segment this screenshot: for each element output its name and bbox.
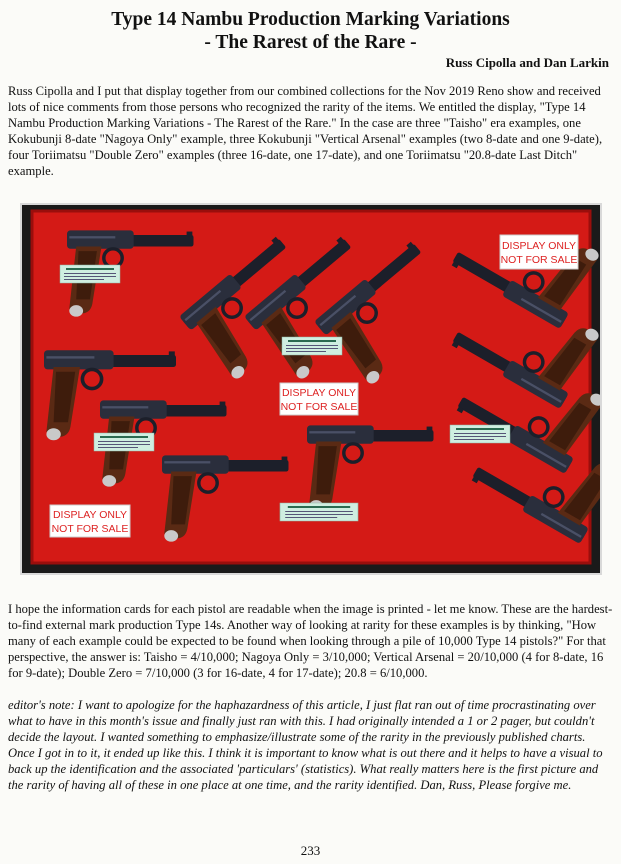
body-paragraph: I hope the information cards for each pistol are readable when the image is printed - let me know. These are the hardest-to-find external mark production Type 14s. Another way of looking at rarity for these examples is by thinking, "How many of each example could be expected to be found when looking through a pile of 10,000 Type 14 pistols?" For that perspective, the answer is: Taisho = 4/10,000; Nagoya Only = 3/10,000; Vertical Arsenal = 20/10,000 (4 for 8-date, 16 for 9-date); Double Zero = 7/10,000 (3 for 16-date, 4 for 17-date); 20.8 = 6/10,000. — [8, 602, 613, 680]
info-card — [60, 265, 120, 283]
sign-line-1: DISPLAY ONLY — [52, 509, 128, 521]
info-card — [282, 337, 342, 355]
article-authors: Russ Cipolla and Dan Larkin — [445, 55, 609, 70]
sign-line-1: DISPLAY ONLY — [281, 387, 357, 399]
info-card — [94, 433, 154, 451]
info-card — [450, 425, 510, 443]
display-only-sign-3 — [50, 505, 130, 537]
sign-line-2: NOT FOR SALE — [280, 401, 358, 413]
sign-line-1: DISPLAY ONLY — [501, 240, 577, 252]
info-card — [280, 503, 358, 521]
title-line-2: - The Rarest of the Rare - — [204, 32, 417, 53]
intro-paragraph: Russ Cipolla and I put that display together from our combined collections for the Nov 2019 Reno show and received lots of nice comments from those persons who recognized the rarity of the items. We entitled the display, "Type 14 Nambu Production Marking Variations - The Rarest of the Rare." In the case are three "Taisho" era examples, one Kokubunji 8-date "Nagoya Only" example, three Kokubunji "Vertical Arsenal" examples (two 8-date and one 9-date), four Toriimatsu "Double Zero" examples (three 16-date, one 17-date), and one Toriimatsu "20.8-date Last Ditch" example. — [8, 84, 603, 178]
sign-line-2: NOT FOR SALE — [51, 523, 129, 535]
article-title — [0, 8, 621, 54]
display-case-photo — [20, 203, 602, 575]
title-line-1: Type 14 Nambu Production Marking Variations — [111, 9, 510, 30]
sign-line-2: NOT FOR SALE — [500, 254, 578, 266]
display-only-sign-1 — [500, 235, 578, 269]
display-only-sign-2 — [280, 383, 358, 415]
editor-note: editor's note: I want to apologize for the haphazardness of this article, I just flat ran out of time procrastinating over what to have in this month's issue and finally just ran with this. I had originally intended a 1 or 2 pager, but couldn't decide the layout. I wanted something to emphasize/illustrate some of the rarity in the previously published charts. Once I got in to it, it ended up like this. I think it is important to know what is out there and it helps to have a visual to back up the identification and the associated 'particulars' (statistics). What really matters here is the first picture and the rarity of having all of these in one place at one time, and the rarity identified. Dan, Russ, Please forgive me. — [8, 698, 603, 793]
page-number: 233 — [300, 843, 321, 858]
